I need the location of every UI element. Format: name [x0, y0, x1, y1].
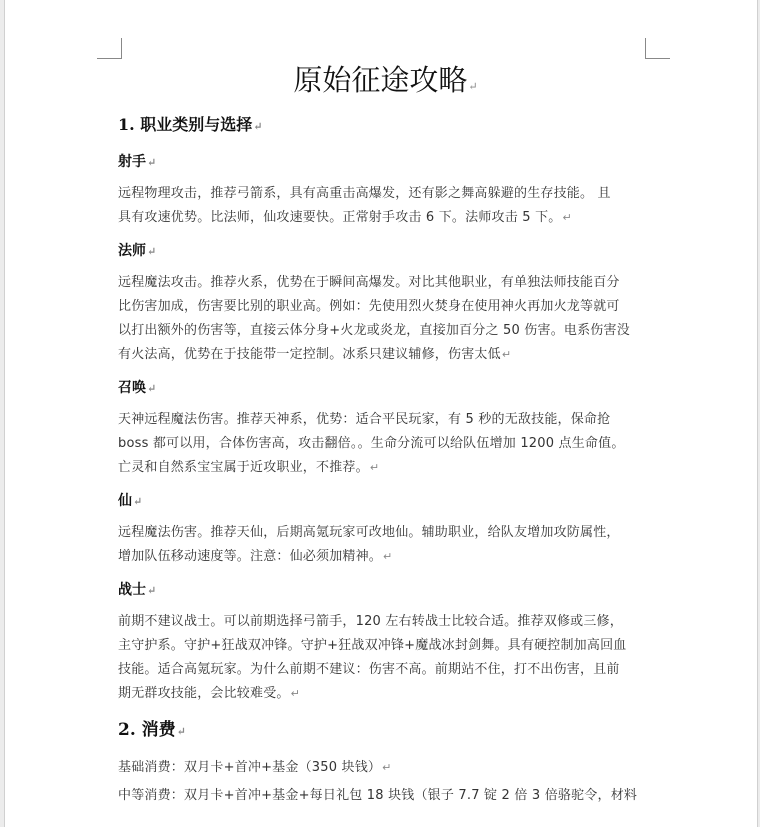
text-line: boss 都可以用，合体伤害高，攻击翻倍。。生命分流可以给队伍增加 1200 点生命值。 [118, 436, 625, 451]
spending-basic: 基础消费：双月卡+首冲+基金（350 块钱）↵ [118, 760, 392, 775]
paragraph-mark-icon: ↵ [147, 156, 157, 169]
paragraph-mark-icon: ↵ [290, 687, 301, 700]
paragraph-mark-icon: ↵ [133, 495, 143, 508]
text-line: 具有攻速优势。比法师，仙攻速要快。正常射手攻击 6 下。法师攻击 5 下。↵ [118, 210, 572, 225]
text-line: 主守护系。守护+狂战双冲锋。守护+狂战双冲锋+魔战冰封剑舞。具有硬控制加高回血 [118, 638, 627, 653]
class-description-summoner [118, 408, 653, 480]
class-description-warrior [118, 610, 653, 706]
paragraph-mark-icon: ↵ [176, 725, 186, 738]
section-heading-classes: 1. 职业类别与选择↵ [118, 115, 263, 134]
text-line: 技能。适合高氪玩家。为什么前期不建议：伤害不高。前期站不住，打不出伤害，且前 [118, 662, 620, 677]
class-description-immortal [118, 521, 653, 569]
class-heading-mage: 法师↵ [118, 243, 157, 259]
section-heading-spending: 2. 消费↵ [118, 720, 186, 740]
text-line: 比伤害加成，伤害要比别的职业高。例如：先使用烈火焚身在使用神火再加火龙等就可 [118, 299, 620, 314]
paragraph-mark-icon: ↵ [382, 761, 392, 774]
paragraph-mark-icon: ↵ [468, 80, 478, 93]
text-line: 远程魔法伤害。推荐天仙，后期高氪玩家可改地仙。辅助职业，给队友增加攻防属性， [118, 525, 620, 540]
text-line: 前期不建议战士。可以前期选择弓箭手，120 左右转战士比较合适。推荐双修或三修， [118, 614, 623, 629]
spending-medium: 中等消费：双月卡+首冲+基金+每日礼包 18 块钱（银子 7.7 锭 2 倍 3 倍骆驼令，材料 [118, 788, 638, 803]
document-page [4, 0, 758, 827]
paragraph-mark-icon: ↵ [369, 461, 380, 474]
paragraph-mark-icon: ↵ [501, 348, 512, 361]
paragraph-mark-icon: ↵ [253, 120, 263, 133]
class-heading-archer: 射手↵ [118, 154, 157, 170]
paragraph-mark-icon: ↵ [562, 211, 572, 224]
paragraph-mark-icon: ↵ [147, 382, 157, 395]
paragraph-mark-icon: ↵ [147, 245, 157, 258]
paragraph-mark-icon: ↵ [383, 550, 393, 563]
class-description-archer [118, 182, 653, 230]
text-line: 远程魔法攻击。推荐火系，优势在于瞬间高爆发。对比其他职业，有单独法师技能百分 [118, 275, 620, 290]
class-heading-immortal: 仙↵ [118, 493, 143, 509]
document-body[interactable] [118, 60, 653, 810]
text-line: 期无群攻技能，会比较难受。↵ [118, 686, 301, 701]
text-line: 以打出额外的伤害等，直接云体分身+火龙或炎龙，直接加百分之 50 伤害。电系伤害没 [118, 323, 630, 338]
document-title: 原始征途攻略↵ [293, 63, 478, 97]
text-line: 增加队伍移动速度等。注意：仙必须加精神。↵ [118, 549, 393, 564]
text-line: 天神远程魔法伤害。推荐天神系，优势：适合平民玩家，有 5 秒的无敌技能，保命抢 [118, 412, 611, 427]
crop-mark-top-right [645, 38, 670, 59]
class-heading-warrior: 战士↵ [118, 582, 157, 598]
paragraph-mark-icon: ↵ [147, 584, 157, 597]
crop-mark-top-left [97, 38, 122, 59]
text-line: 亡灵和自然系宝宝属于近攻职业，不推荐。↵ [118, 460, 380, 475]
class-description-mage [118, 271, 653, 367]
class-heading-summoner: 召唤↵ [118, 380, 157, 396]
text-line: 远程物理攻击，推荐弓箭系，具有高重击高爆发，还有影之舞高躲避的生存技能。 且 [118, 186, 611, 201]
text-line: 有火法高，优势在于技能带一定控制。冰系只建议辅修，伤害太低↵ [118, 347, 512, 362]
